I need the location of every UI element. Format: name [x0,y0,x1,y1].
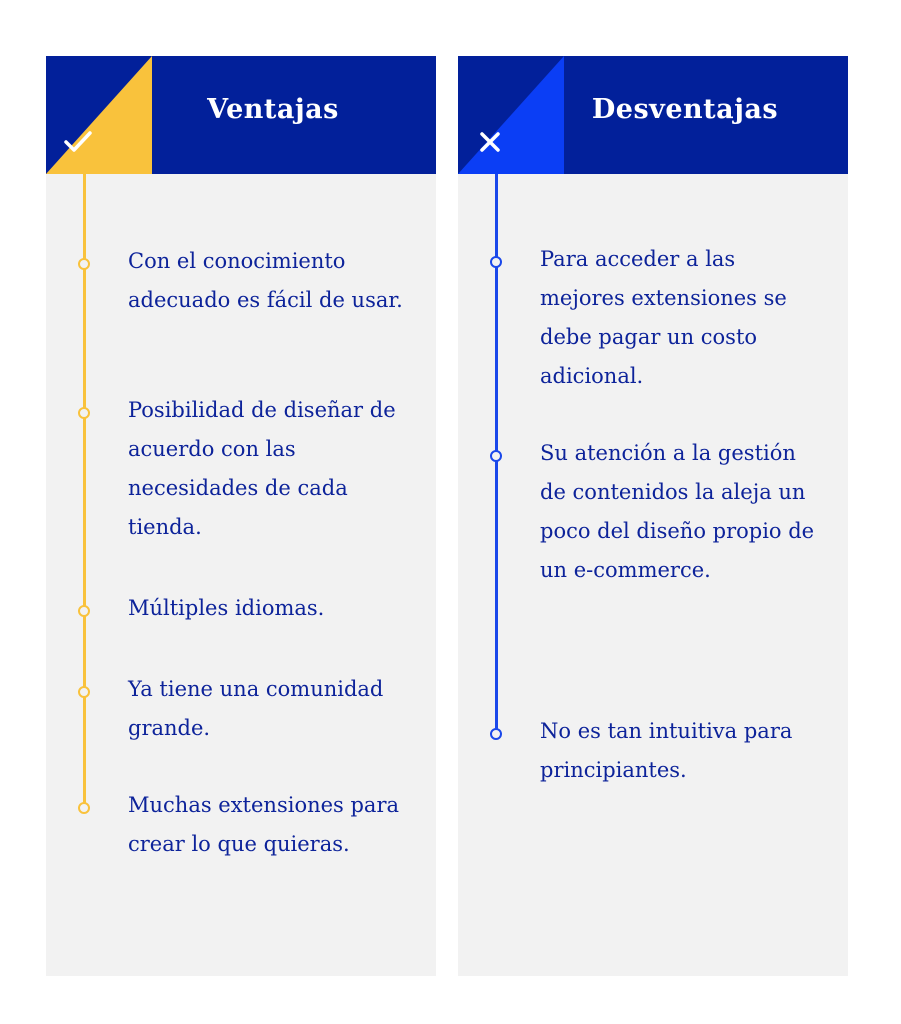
ventajas-bullet-dot [78,802,90,814]
desventajas-item-text: Su atención a la gestión de contenidos la aleja un poco del diseño propio de un e-commerce. [540,441,815,582]
ventajas-bullet-dot [78,686,90,698]
ventajas-card [46,56,436,976]
desventajas-bullet-dot [490,450,502,462]
ventajas-bullet-dot [78,258,90,270]
ventajas-item-text: Múltiples idiomas. [128,596,325,620]
close-icon [472,124,508,160]
ventajas-header [46,56,436,174]
desventajas-item-text: No es tan intuitiva para principiantes. [540,719,793,782]
ventajas-item-text: Posibilidad de diseñar de acuerdo con las necesidades de cada tienda. [128,398,396,539]
desventajas-bullet-dot [490,728,502,740]
check-icon [60,124,96,160]
desventajas-bullet-dot [490,256,502,268]
ventajas-title: Ventajas [207,94,339,125]
desventajas-header [458,56,848,174]
ventajas-bullet-dot [78,407,90,419]
desventajas-title: Desventajas [591,94,779,125]
desventajas-item-text: Para acceder a las mejores extensiones se debe pagar un costo adicional. [540,247,787,388]
ventajas-item-text: Con el conocimiento adecuado es fácil de usar. [128,249,403,312]
desventajas-card [458,56,848,976]
ventajas-item-text: Muchas extensiones para crear lo que quieras. [128,793,400,856]
ventajas-item-text: Ya tiene una comunidad grande. [128,677,384,740]
ventajas-bullet-dot [78,605,90,617]
